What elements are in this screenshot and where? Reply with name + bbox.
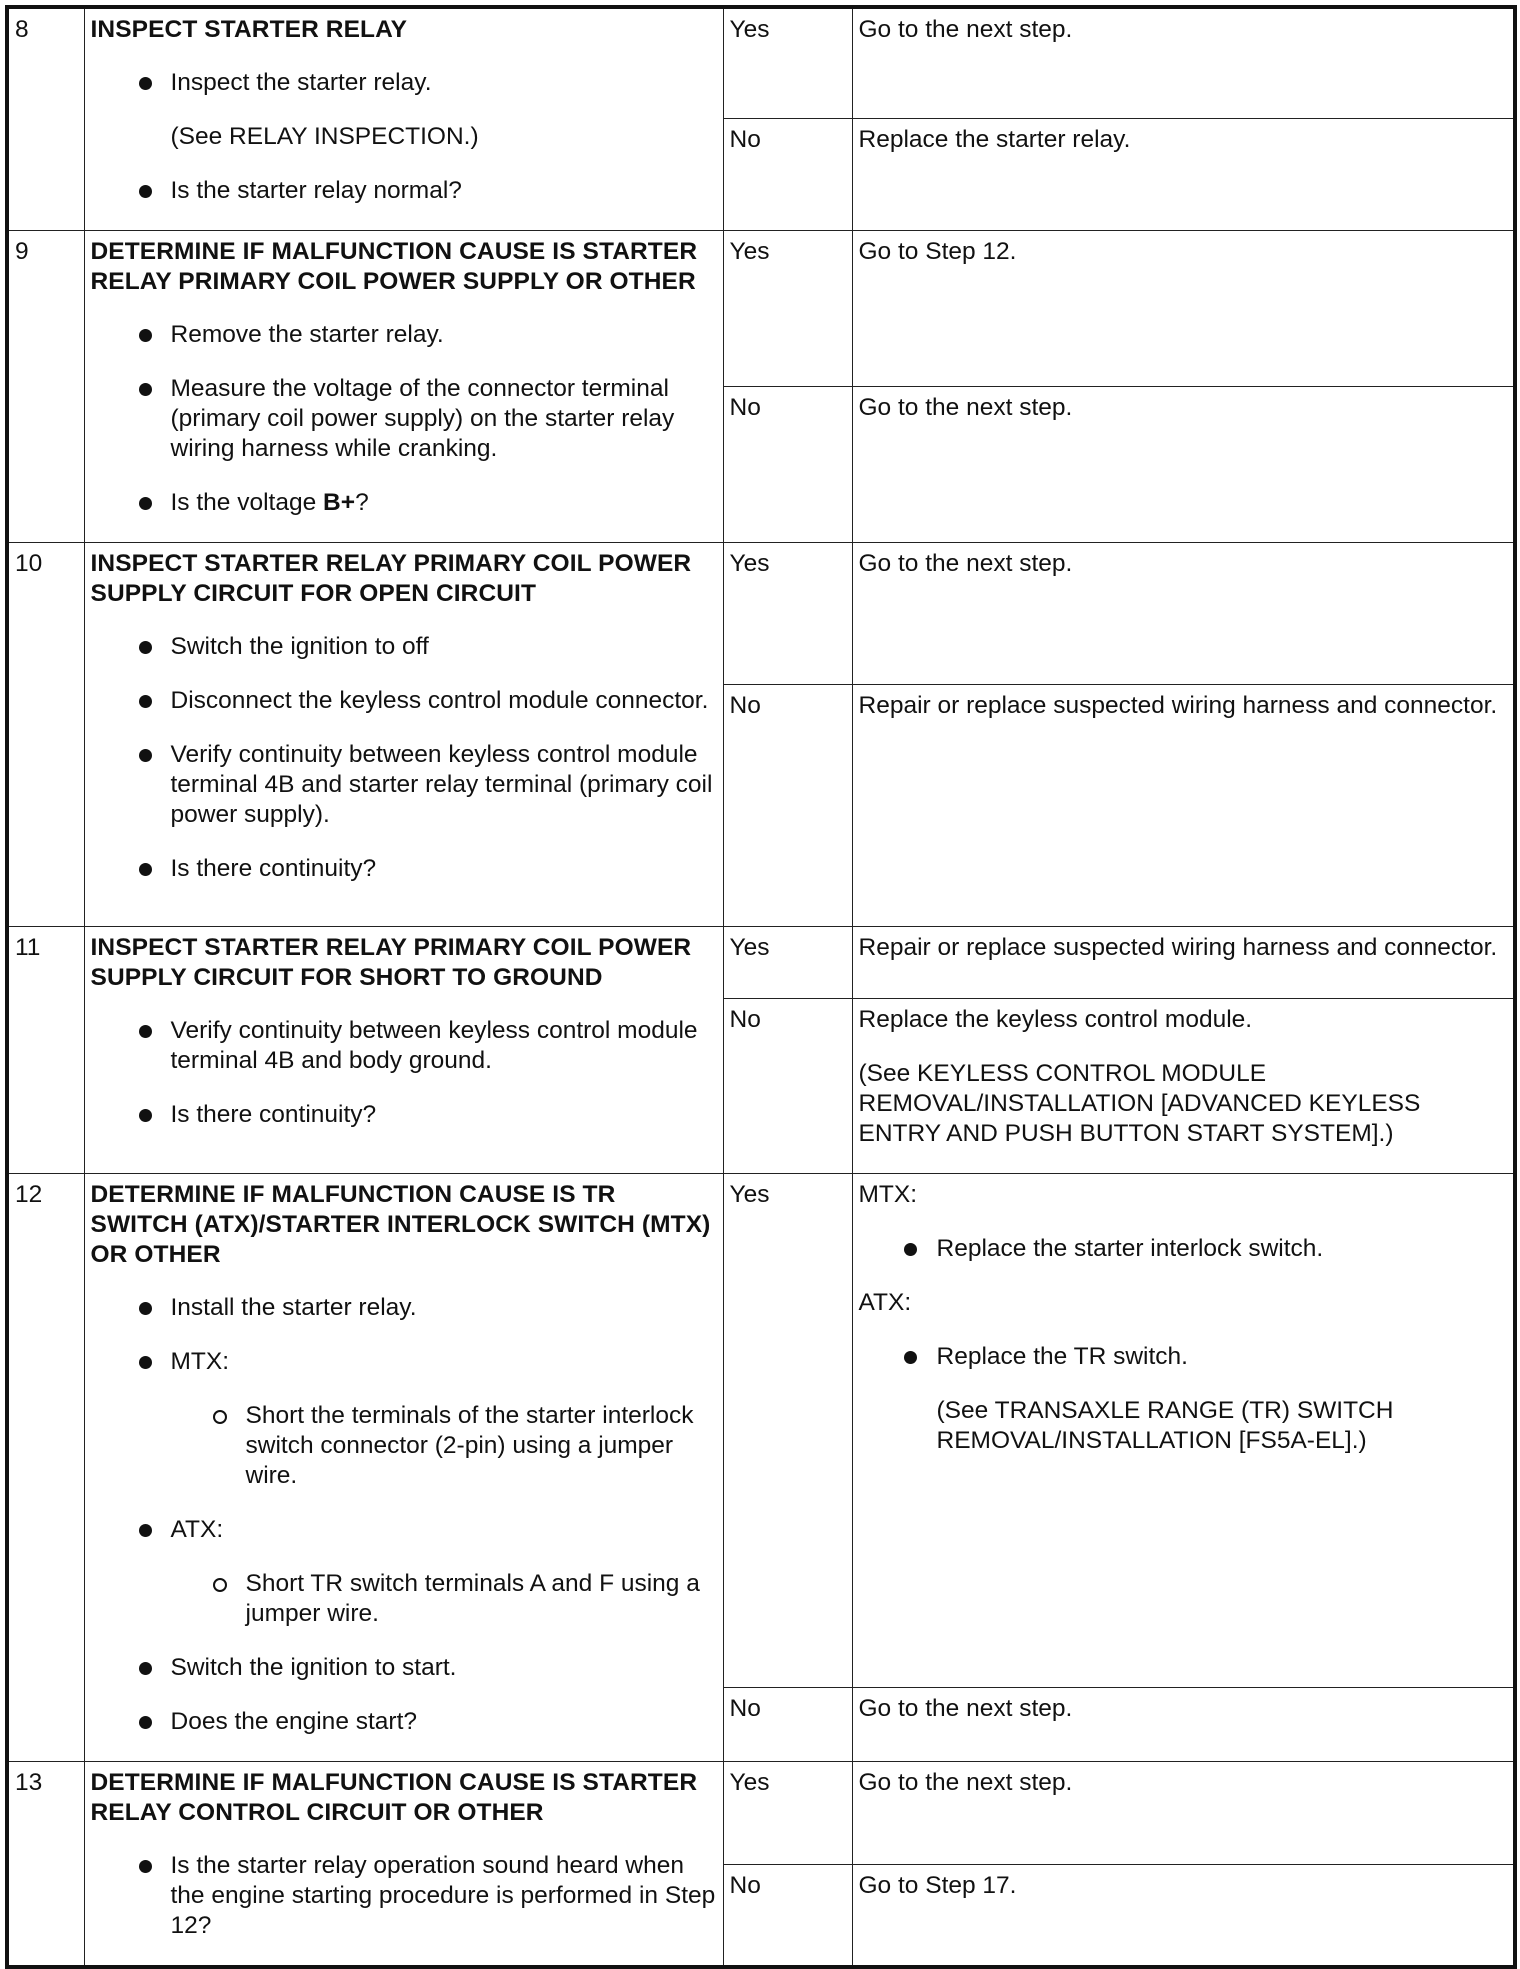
no-action-cell — [852, 999, 1515, 1174]
step-action-cell — [84, 927, 723, 1174]
no-label: No — [723, 999, 852, 1174]
yes-mtx-action: Replace the starter interlock switch. — [859, 1234, 1508, 1264]
step-title: INSPECT STARTER RELAY PRIMARY COIL POWER SUPPLY CIRCUIT FOR OPEN CIRCUIT — [90, 550, 692, 607]
step-number: 11 — [7, 927, 84, 1174]
step-action-cell — [84, 231, 723, 543]
action-bullet: Install the starter relay. — [91, 1293, 717, 1323]
yes-label: Yes — [723, 927, 852, 999]
step-title: DETERMINE IF MALFUNCTION CAUSE IS STARTER RELAY CONTROL CIRCUIT OR OTHER — [90, 1769, 698, 1826]
reference-note: (See TRANSAXLE RANGE (TR) SWITCH REMOVAL/INSTALLATION [FS5A-EL].) — [936, 1397, 1394, 1454]
question-bullet: Is the starter relay normal? — [91, 176, 717, 206]
no-label: No — [723, 1688, 852, 1762]
no-label: No — [723, 387, 852, 543]
sub-bullet-atx: Short TR switch terminals A and F using a jumper wire. — [91, 1569, 717, 1629]
step-number: 8 — [7, 7, 84, 231]
yes-label: Yes — [723, 1174, 852, 1688]
action-bullet: Measure the voltage of the connector terminal (primary coil power supply) on the starter relay wiring harness while cranking. — [91, 374, 717, 464]
step-action-cell — [84, 1762, 723, 1968]
yes-action-cell — [852, 1174, 1515, 1688]
no-action: Go to Step 17. — [852, 1864, 1515, 1967]
step-number: 13 — [7, 1762, 84, 1968]
no-label: No — [723, 1864, 852, 1967]
question-suffix: ? — [355, 489, 369, 516]
yes-action: Go to Step 12. — [852, 231, 1515, 387]
sub-bullet-mtx: Short the terminals of the starter interlock switch connector (2-pin) using a jumper wire. — [91, 1401, 717, 1491]
question-text: Is the voltage — [170, 489, 324, 516]
question-bullet: Does the engine start? — [91, 1707, 717, 1737]
yes-mtx-label: MTX: — [858, 1181, 918, 1208]
reference-note: (See KEYLESS CONTROL MODULE REMOVAL/INSTALLATION [ADVANCED KEYLESS ENTRY AND PUSH BUTTON START SYSTEM].) — [858, 1060, 1421, 1147]
yes-action: Go to the next step. — [852, 7, 1515, 119]
step-number: 12 — [7, 1174, 84, 1762]
step-title: INSPECT STARTER RELAY PRIMARY COIL POWER SUPPLY CIRCUIT FOR SHORT TO GROUND — [90, 934, 692, 991]
step-number: 10 — [7, 543, 84, 927]
step-number: 9 — [7, 231, 84, 543]
action-bullet: Inspect the starter relay. — [91, 68, 717, 98]
question-bullet: Is there continuity? — [91, 1100, 717, 1130]
action-bullet-atx: ATX: — [91, 1515, 717, 1545]
step-title: DETERMINE IF MALFUNCTION CAUSE IS STARTER RELAY PRIMARY COIL POWER SUPPLY OR OTHER — [90, 238, 698, 295]
step-action-cell — [84, 543, 723, 927]
action-bullet: Verify continuity between keyless control module terminal 4B and body ground. — [91, 1016, 717, 1076]
question-bullet — [91, 488, 717, 518]
yes-action: Go to the next step. — [852, 543, 1515, 685]
yes-label: Yes — [723, 231, 852, 387]
yes-label: Yes — [723, 7, 852, 119]
no-action: Repair or replace suspected wiring harness and connector. — [852, 685, 1515, 927]
action-bullet: Verify continuity between keyless control module terminal 4B and starter relay terminal (primary coil power supply). — [91, 740, 717, 830]
no-label: No — [723, 685, 852, 927]
question-bullet: Is the starter relay operation sound heard when the engine starting procedure is performed in Step 12? — [91, 1851, 717, 1941]
no-label: No — [723, 119, 852, 231]
voltage-value: B+ — [323, 489, 356, 516]
yes-label: Yes — [723, 543, 852, 685]
no-action: Go to the next step. — [852, 1688, 1515, 1762]
action-bullet-mtx: MTX: — [91, 1347, 717, 1377]
action-bullet: Switch the ignition to off — [91, 632, 717, 662]
yes-action: Go to the next step. — [852, 1762, 1515, 1865]
yes-atx-action: Replace the TR switch. — [859, 1342, 1508, 1372]
yes-action: Repair or replace suspected wiring harness and connector. — [852, 927, 1515, 999]
no-action: Go to the next step. — [852, 387, 1515, 543]
diagnostic-procedure-table — [5, 5, 1517, 1969]
question-bullet: Is there continuity? — [91, 854, 717, 884]
yes-atx-label: ATX: — [858, 1289, 912, 1316]
action-bullet: Switch the ignition to start. — [91, 1653, 717, 1683]
step-action-cell — [84, 7, 723, 231]
reference-note: (See RELAY INSPECTION.) — [170, 123, 479, 150]
yes-label: Yes — [723, 1762, 852, 1865]
no-action: Replace the keyless control module. — [858, 1006, 1253, 1033]
step-title: INSPECT STARTER RELAY — [90, 16, 408, 43]
no-action: Replace the starter relay. — [852, 119, 1515, 231]
step-title: DETERMINE IF MALFUNCTION CAUSE IS TR SWITCH (ATX)/STARTER INTERLOCK SWITCH (MTX) OR OTHER — [90, 1181, 711, 1268]
action-bullet: Remove the starter relay. — [91, 320, 717, 350]
step-action-cell — [84, 1174, 723, 1762]
action-bullet: Disconnect the keyless control module connector. — [91, 686, 717, 716]
